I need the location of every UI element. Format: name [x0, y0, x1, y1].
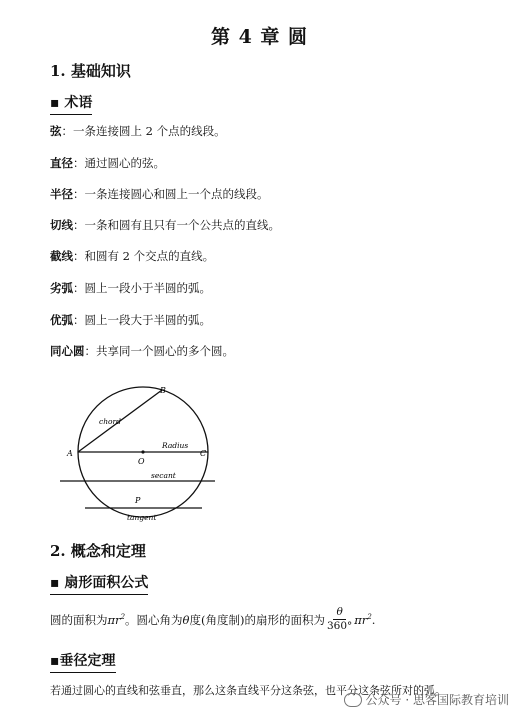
perpendicular-heading-text: 垂径定理: [59, 653, 116, 669]
bullet-icon: ▪: [50, 653, 60, 669]
definition-major-arc: [50, 312, 211, 328]
term: 优弧: [50, 313, 73, 327]
definition-chord: [50, 123, 226, 139]
section-title: 基础知识: [70, 62, 131, 80]
fraction: [327, 606, 352, 633]
chapter-title: 第 4 章 圆: [210, 26, 309, 48]
label-a: A: [67, 449, 73, 458]
section-title: 概念和定理: [70, 542, 146, 560]
label-p: P: [135, 496, 141, 505]
exponent: 2: [367, 612, 372, 621]
theta-symbol: θ: [182, 612, 190, 627]
secant-label: secant: [151, 471, 176, 480]
definition-secant: [50, 248, 214, 264]
term-text: ：共享同一个圆心的多个圆。: [84, 344, 234, 358]
formula-text-3: 度(角度制)的扇形的面积为: [189, 612, 325, 627]
watermark-text: 公众号 · 思客国际教育培训: [365, 693, 509, 707]
pi-r: πr: [107, 612, 121, 627]
pi-r-squared: [108, 613, 126, 627]
term: 劣弧: [50, 281, 73, 295]
term: 切线: [50, 218, 73, 232]
sector-area-formula: [50, 606, 375, 633]
term: 半径: [50, 187, 73, 201]
watermark: [344, 691, 509, 708]
section-heading-basics: [50, 60, 131, 81]
terms-heading-text: 术语: [64, 95, 93, 111]
sector-area-heading: [50, 572, 148, 595]
term-text: ：圆上一段小于半圆的弧。: [73, 281, 211, 295]
term-text: ：圆上一段大于半圆的弧。: [73, 313, 211, 327]
term-text: ：和圆有 2 个交点的直线。: [73, 249, 215, 263]
label-c: C: [200, 449, 207, 458]
term-text: ：一条和圆有且只有一个公共点的直线。: [73, 218, 280, 232]
definition-concentric: [50, 343, 234, 359]
definition-radius: [50, 186, 269, 202]
term: 弦: [50, 124, 62, 138]
term-text: ：通过圆心的弦。: [73, 156, 165, 170]
section-number: 1.: [50, 62, 66, 80]
perpendicular-heading: [50, 650, 116, 673]
section-heading-theorems: [50, 540, 146, 561]
term: 同心圆: [50, 344, 85, 358]
label-o: O: [138, 457, 145, 466]
definition-tangent: [50, 217, 280, 233]
tangent-label: tangent: [127, 513, 157, 522]
circle-diagram: [55, 378, 225, 528]
chord-label: chord: [99, 417, 121, 426]
center-point: [141, 450, 144, 453]
term-text: ：一条连接圆上 2 个点的线段。: [61, 124, 226, 138]
bullet-icon: ▪: [50, 575, 60, 591]
perpendicular-theorem-text: 若通过圆心的直线和弦垂直，那么这条直线平分这条弦，也平分这条弦所对的弧。: [50, 684, 446, 697]
label-b: B: [160, 386, 166, 395]
fraction-numerator: θ: [333, 606, 345, 620]
formula-text-1: 圆的面积为: [50, 612, 108, 627]
pi-r-squared-b: [354, 613, 372, 627]
exponent: 2: [120, 612, 126, 621]
bullet-icon: ▪: [50, 95, 60, 111]
sector-area-heading-text: 扇形面积公式: [64, 575, 149, 591]
term: 截线: [50, 249, 73, 263]
terms-heading: [50, 92, 92, 115]
term: 直径: [50, 156, 73, 170]
term-text: ：一条连接圆心和圆上一个点的线段。: [73, 187, 269, 201]
definition-diameter: [50, 155, 165, 171]
radius-label: Radius: [162, 441, 189, 450]
formula-end: .: [371, 612, 376, 627]
formula-text-2: 。圆心角为: [125, 612, 183, 627]
pi-r: πr: [354, 612, 368, 627]
fraction-denominator: 360°: [326, 620, 353, 632]
definition-minor-arc: [50, 280, 211, 296]
wechat-icon: [344, 693, 362, 707]
section-number: 2.: [50, 542, 66, 560]
